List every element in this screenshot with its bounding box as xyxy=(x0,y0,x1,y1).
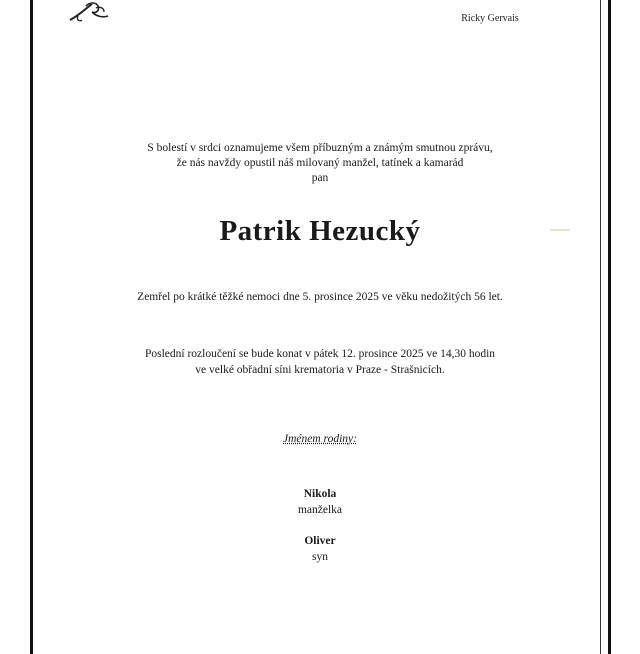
intro-line: S bolestí v srdci oznamujeme všem příbuzným a známým smutnou zprávu, xyxy=(147,142,493,154)
intro-line: pan xyxy=(311,172,329,184)
mourner-relation: manželka xyxy=(297,504,343,516)
mourner-name: Oliver xyxy=(304,535,336,547)
mourner-entry xyxy=(60,486,580,518)
intro-text xyxy=(60,141,580,186)
funeral-details xyxy=(60,346,580,378)
family-label: Jménem rodiny: xyxy=(283,433,357,445)
mourner-relation: syn xyxy=(312,551,328,563)
border-inner-line xyxy=(600,0,601,654)
scan-smudge xyxy=(550,228,570,232)
mourner-entry xyxy=(60,533,580,565)
deceased-name: Patrik Hezucký xyxy=(219,215,421,247)
mourner-name: Nikola xyxy=(303,488,337,500)
funeral-line: Poslední rozloučení se bude konat v pátek 12. prosince 2025 ve 14,30 hodin xyxy=(144,348,496,360)
funeral-line: ve velké obřadní síni krematoria v Praze - Strašnicích. xyxy=(195,364,445,376)
death-note: Zemřel po krátké těžké nemoci dne 5. prosince 2025 ve věku nedožitých 56 let. xyxy=(137,291,503,303)
flower-emblem-icon xyxy=(66,0,114,26)
intro-line: že nás navždy opustil náš milovaný manžel, tatínek a kamarád xyxy=(176,157,464,169)
header-author-name: Ricky Gervais xyxy=(461,13,519,24)
